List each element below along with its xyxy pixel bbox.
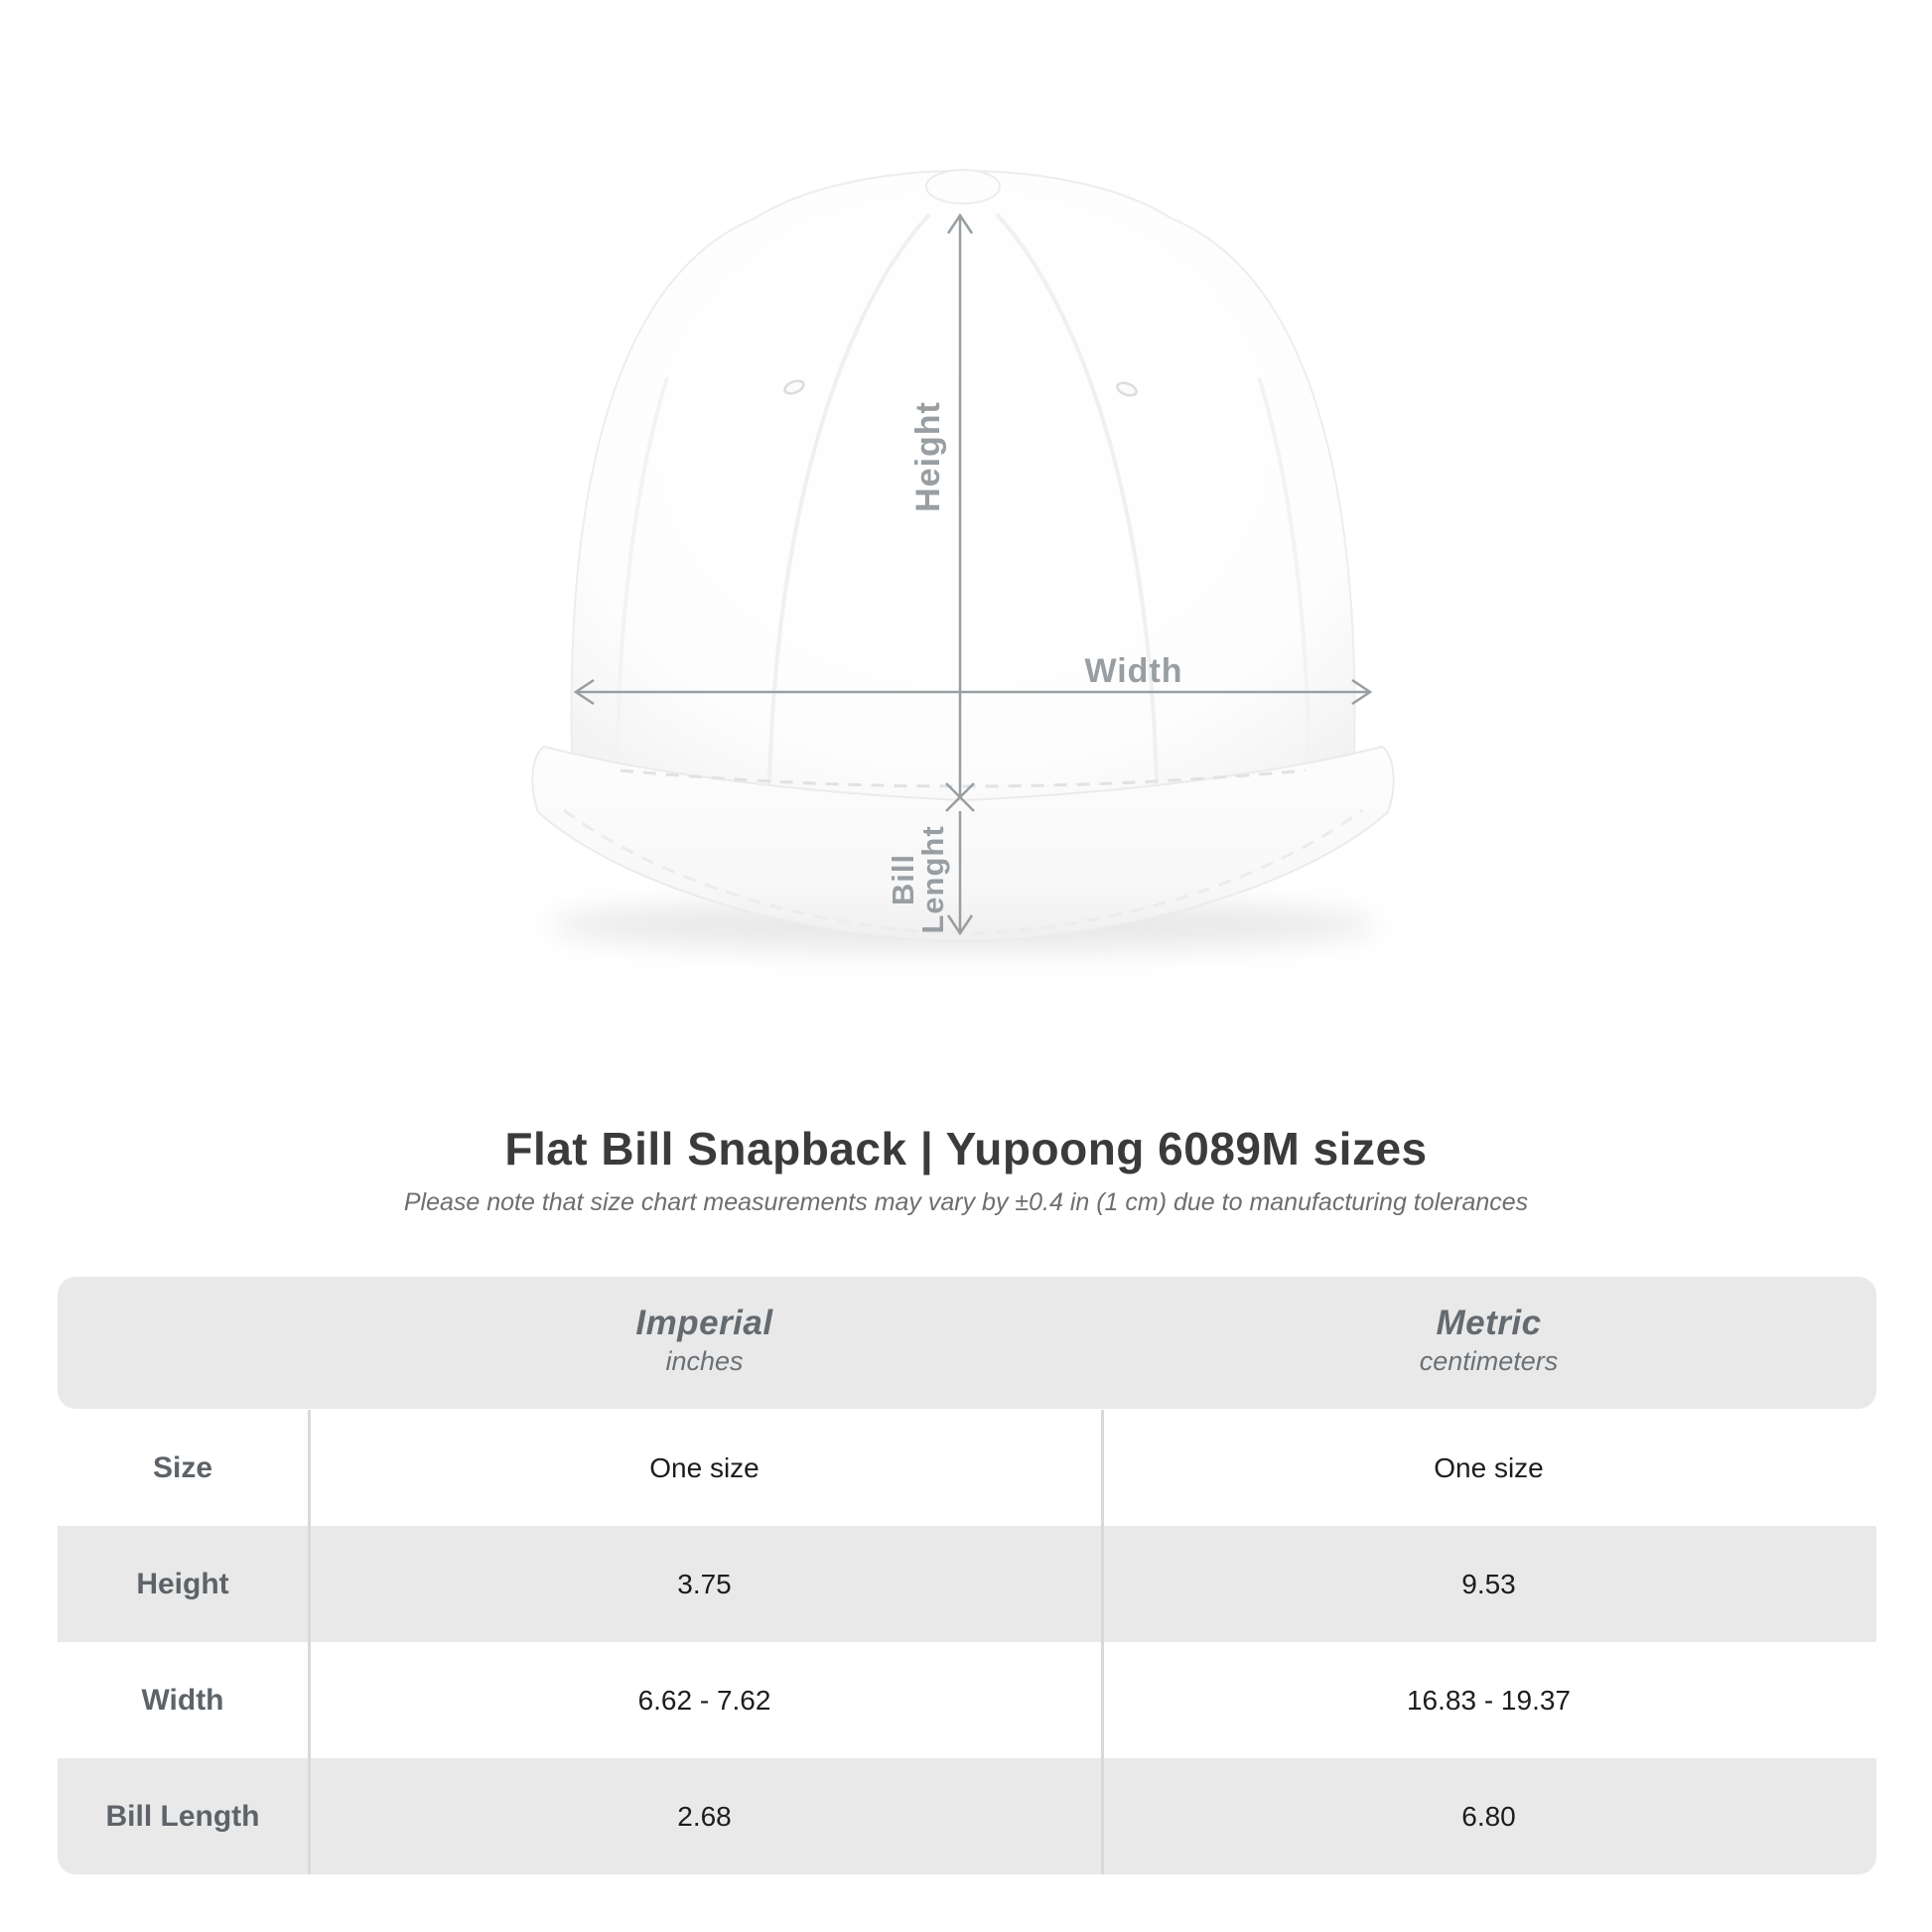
row-label-bill-length: Bill Length <box>105 1799 260 1833</box>
table-row-bill-length <box>58 1758 1876 1874</box>
width-measure-label: Width <box>1084 652 1183 690</box>
row-label-size: Size <box>152 1450 213 1484</box>
table-body <box>58 1410 1876 1874</box>
table-row-size <box>58 1410 1876 1526</box>
bill-length-measure-label-line2: Lenght <box>915 825 950 934</box>
row-label-height: Height <box>136 1567 229 1600</box>
page-title: Flat Bill Snapback | Yupoong 6089M sizes <box>504 1123 1428 1174</box>
height-measure-label: Height <box>909 401 947 512</box>
table-unit-header <box>58 1277 1876 1409</box>
unit-sublabel-centimeters: centimeters <box>1419 1345 1559 1376</box>
page-subtitle: Please note that size chart measurements may vary by ±0.4 in (1 cm) due to manufacturing tolerances <box>403 1188 1529 1216</box>
hat-measurement-diagram <box>516 139 1430 1062</box>
unit-header-imperial <box>308 1277 1101 1409</box>
size-imperial-value: One size <box>649 1451 759 1483</box>
height-metric-value: 9.53 <box>1461 1568 1516 1599</box>
bill-length-metric-value: 6.80 <box>1461 1800 1516 1832</box>
table-row-width <box>58 1642 1876 1758</box>
size-chart-table <box>58 1277 1876 1874</box>
unit-header-spacer <box>58 1277 308 1409</box>
column-divider-left <box>308 1410 311 1874</box>
unit-label-metric: Metric <box>1436 1303 1542 1342</box>
row-label-width: Width <box>141 1683 224 1717</box>
size-metric-value: One size <box>1434 1451 1544 1483</box>
unit-header-metric <box>1101 1277 1876 1409</box>
table-row-height <box>58 1526 1876 1642</box>
bill-length-imperial-value: 2.68 <box>677 1800 732 1832</box>
width-imperial-value: 6.62 - 7.62 <box>637 1684 771 1716</box>
height-imperial-value: 3.75 <box>677 1568 732 1599</box>
width-metric-value: 16.83 - 19.37 <box>1406 1684 1572 1716</box>
hat-crown <box>571 171 1354 806</box>
column-divider-right <box>1101 1410 1104 1874</box>
unit-label-imperial: Imperial <box>635 1303 773 1342</box>
snapback-hat-illustration <box>516 139 1430 1062</box>
unit-sublabel-inches: inches <box>665 1345 744 1376</box>
hat-top-button <box>926 170 1000 204</box>
bill-length-measure-label-line1: Bill <box>886 853 920 906</box>
